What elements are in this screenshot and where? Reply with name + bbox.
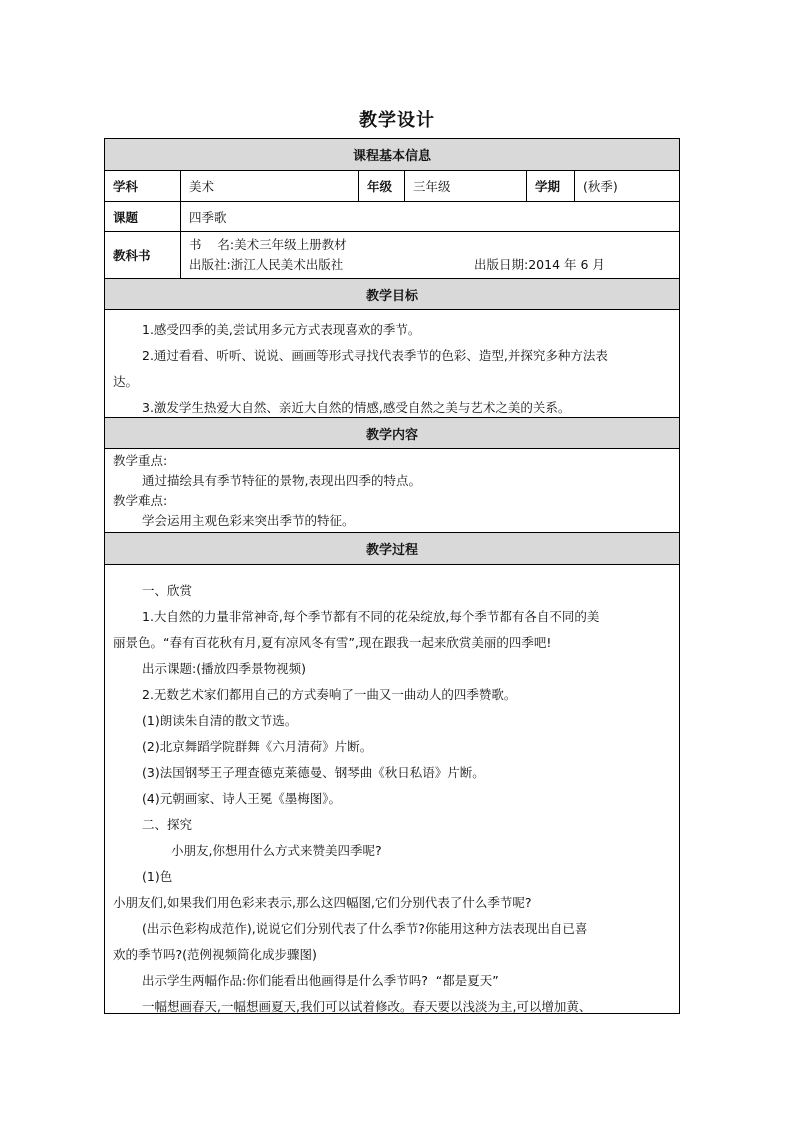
goal-line: 2.通过看看、听听、说说、画画等形式寻找代表季节的色彩、造型,并探究多种方法表 [142, 348, 608, 363]
process-line: 一、欣赏 [142, 583, 193, 598]
info-row-textbook [105, 232, 679, 279]
term-label: 学期 [527, 171, 575, 201]
process-line: 小朋友们,如果我们用色彩来表示,那么这四幅图,它们分别代表了什么季节呢? [113, 895, 532, 910]
process-line: 小朋友,你想用什么方式来赞美四季呢? [171, 843, 382, 858]
process-line: 丽景色。“春有百花秋有月,夏有凉风冬有雪”,现在跟我一起来欣赏美丽的四季吧! [113, 635, 552, 650]
goals-body [105, 310, 679, 418]
process-line: (1)色 [142, 869, 173, 884]
process-line: (出示色彩构成范作),说说它们分别代表了什么季节?你能用这种方法表现出自已喜 [142, 921, 588, 936]
goal-line: 3.激发学生热爱大自然、亲近大自然的情感,感受自然之美与艺术之美的关系。 [142, 400, 571, 415]
process-line: 出示课题:(播放四季景物视频) [142, 661, 306, 676]
textbook-details [181, 232, 680, 278]
lesson-plan-table [104, 138, 680, 1014]
goal-line: 达。 [113, 374, 139, 389]
publisher-line [189, 255, 680, 275]
document-title: 教学设计 [359, 110, 435, 131]
process-line: 二、探究 [142, 817, 193, 832]
book-name: 书 名:美术三年级上册教材 [189, 237, 347, 252]
process-line: 2.无数艺术家们都用自己的方式奏响了一曲又一曲动人的四季赞歌。 [142, 687, 517, 702]
process-line: (4)元朝画家、诗人王冕《墨梅图》。 [142, 791, 341, 806]
grade-value: 三年级 [405, 171, 527, 201]
difficulty-text: 学会运用主观色彩来突出季节的特征。 [142, 513, 355, 528]
publish-date: 出版日期:2014 年 6 月 [474, 257, 605, 272]
section-header-basic-info: 课程基本信息 [105, 139, 679, 171]
difficulty-label: 教学难点: [113, 493, 168, 508]
process-line: (2)北京舞蹈学院群舞《六月清荷》片断。 [142, 739, 373, 754]
key-point-text: 通过描绘具有季节特征的景物,表现出四季的特点。 [142, 473, 421, 488]
content-body [105, 449, 679, 533]
section-header-content: 教学内容 [105, 418, 679, 449]
key-point-label: 教学重点: [113, 453, 168, 468]
section-header-process: 教学过程 [105, 533, 679, 565]
process-line: (1)朗读朱自清的散文节选。 [142, 713, 298, 728]
info-row-topic [105, 202, 679, 232]
topic-label: 课题 [105, 202, 181, 231]
process-line: 出示学生两幅作品:你们能看出他画得是什么季节吗? “都是夏天” [142, 973, 499, 988]
subject-label: 学科 [105, 171, 181, 201]
topic-value: 四季歌 [189, 209, 227, 225]
goal-line: 1.感受四季的美,尝试用多元方式表现喜欢的季节。 [142, 322, 421, 337]
section-header-goals: 教学目标 [105, 279, 679, 310]
info-row-subject [105, 171, 679, 202]
publisher: 出版社:浙江人民美术出版社 [189, 257, 344, 272]
grade-label: 年级 [359, 171, 405, 201]
process-line: (3)法国钢琴王子理查德克莱德曼、钢琴曲《秋日私语》片断。 [142, 765, 485, 780]
process-line: 1.大自然的力量非常神奇,每个季节都有不同的花朵绽放,每个季节都有各自不同的美 [142, 609, 600, 624]
process-body [105, 565, 679, 1014]
term-value: (秋季) [583, 179, 618, 194]
process-line: 欢的季节吗?(范例视频简化成步骤图) [113, 947, 317, 962]
textbook-label: 教科书 [105, 232, 181, 278]
process-line: 一幅想画春天,一幅想画夏天,我们可以试着修改。春天要以浅淡为主,可以增加黄、 [142, 999, 592, 1014]
subject-value: 美术 [181, 171, 359, 201]
